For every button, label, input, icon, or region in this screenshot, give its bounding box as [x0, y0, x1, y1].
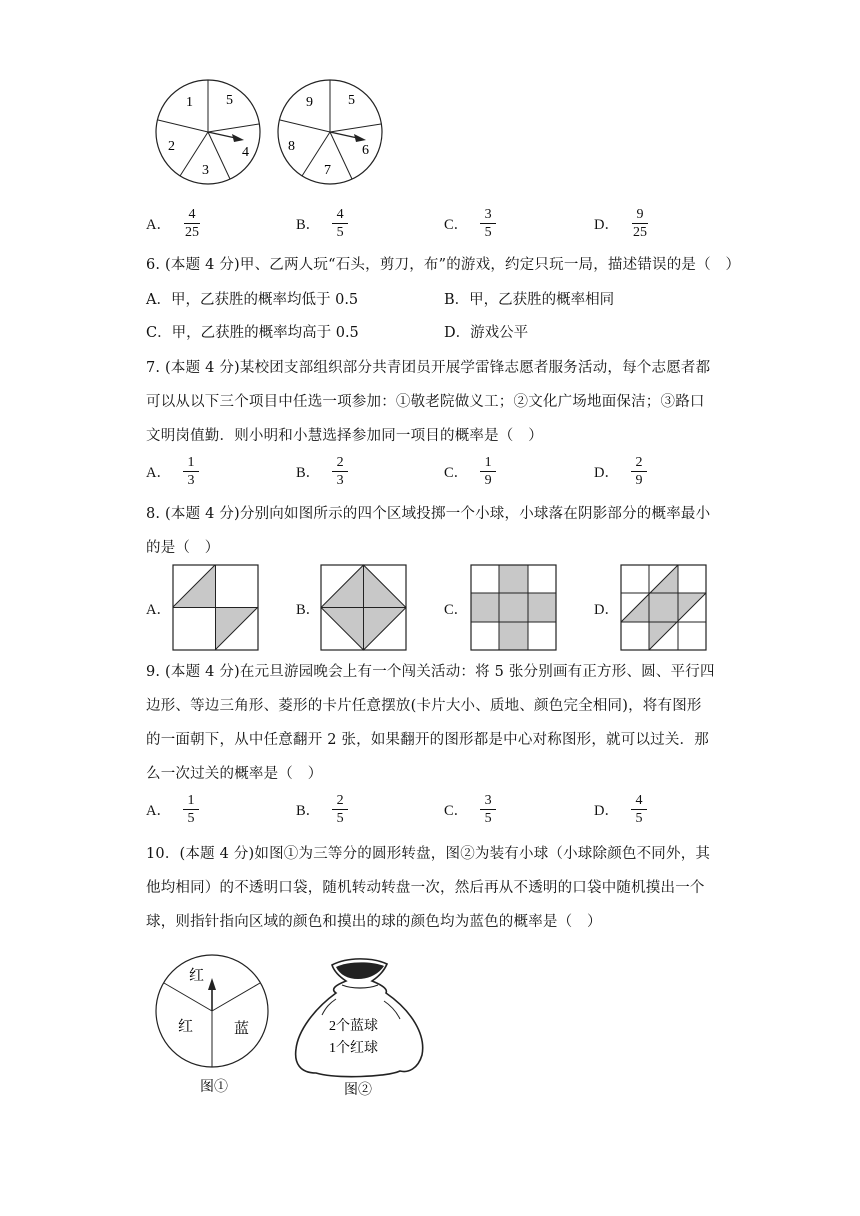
numerator: 4 — [184, 206, 200, 224]
spinner-2 — [278, 80, 382, 184]
q9-option-a[interactable] — [146, 792, 199, 827]
numerator: 3 — [480, 206, 496, 224]
denominator: 9 — [484, 473, 492, 488]
q10-bag-figure — [292, 955, 426, 1100]
fraction — [631, 454, 647, 489]
q5-option-d[interactable] — [594, 206, 649, 241]
fraction — [631, 206, 649, 241]
denominator: 5 — [635, 811, 643, 826]
option-text: 甲，乙获胜的概率均高于 0.5 — [171, 325, 359, 341]
option-label: B． — [296, 803, 321, 819]
spinner2-label: 8 — [288, 139, 295, 154]
q8-figure-d[interactable] — [620, 564, 708, 652]
spinner2-label: 6 — [362, 143, 369, 158]
q5-option-a[interactable] — [146, 206, 201, 241]
numerator: 1 — [183, 792, 199, 810]
spinner1-label: 5 — [226, 93, 233, 108]
option-label: A． — [146, 292, 171, 308]
option-label: A． — [146, 803, 171, 819]
fraction — [480, 454, 496, 489]
figure-caption: 图② — [344, 1083, 372, 1098]
spinner1-label: 3 — [202, 163, 209, 178]
q7-stem-line: 文明岗值勤．则小明和小慧选择参加同一项目的概率是（ ） — [146, 428, 543, 444]
q9-option-c[interactable] — [444, 792, 496, 827]
numerator: 4 — [332, 206, 348, 224]
q6-stem: 6. (本题 4 分)甲、乙两人玩“石头，剪刀，布”的游戏，约定只玩一局，描述错误的是（ ） — [146, 257, 741, 273]
option-label: D． — [444, 325, 471, 341]
numerator: 3 — [480, 792, 496, 810]
q8-option-a-label[interactable]: A． — [146, 602, 171, 618]
option-label: C． — [444, 465, 469, 481]
spinner1-label: 4 — [242, 145, 249, 160]
denominator: 5 — [187, 811, 195, 826]
q5-option-b[interactable] — [296, 206, 348, 241]
option-label: C． — [146, 325, 172, 341]
option-text: 游戏公平 — [470, 325, 529, 341]
spinner2-label: 5 — [348, 93, 355, 108]
denominator: 5 — [484, 225, 492, 240]
spinner2-label: 7 — [324, 163, 331, 178]
fraction — [332, 206, 348, 241]
figure-caption: 图① — [200, 1080, 228, 1095]
option-label: D． — [594, 803, 619, 819]
numerator: 2 — [631, 454, 647, 472]
option-label: A． — [146, 465, 171, 481]
option-label: B． — [444, 292, 470, 308]
option-label: A． — [146, 217, 171, 233]
denominator: 25 — [632, 225, 647, 240]
bag-line-1: 2个蓝球 — [329, 1019, 378, 1034]
q8-option-c-label[interactable]: C． — [444, 602, 469, 618]
q5-spinners-figure — [150, 76, 390, 191]
denominator: 5 — [336, 811, 344, 826]
spinner1-label: 1 — [186, 95, 193, 110]
option-label: C． — [444, 803, 469, 819]
option-label: D． — [594, 465, 619, 481]
q6-option-b[interactable] — [444, 288, 614, 309]
spinner1-label: 2 — [168, 139, 175, 154]
q9-stem-line: 9. (本题 4 分)在元旦游园晚会上有一个闯关活动：将 5 张分别画有正方形、圆、平行四 — [146, 664, 715, 680]
q9-stem-line: 的一面朝下，从中任意翻开 2 张，如果翻开的图形都是中心对称图形，就可以过关．那 — [146, 732, 709, 748]
option-text: 甲，乙获胜的概率均低于 0.5 — [170, 292, 359, 308]
q5-option-c[interactable] — [444, 206, 496, 241]
fraction — [332, 454, 348, 489]
q10-stem-line: 球，则指针指向区域的颜色和摸出的球的颜色均为蓝色的概率是（ ） — [146, 914, 602, 930]
q7-option-a[interactable] — [146, 454, 199, 489]
denominator: 5 — [484, 811, 492, 826]
sector-left-label: 红 — [178, 1019, 194, 1035]
sector-top-label: 红 — [189, 968, 205, 984]
denominator: 3 — [187, 473, 195, 488]
fraction — [183, 206, 201, 241]
q6-option-d[interactable] — [444, 321, 528, 342]
q10-stem-line: 他均相同）的不透明口袋，随机转动转盘一次，然后再从不透明的口袋中随机摸出一个 — [146, 880, 705, 896]
q8-figure-a[interactable] — [172, 564, 260, 652]
option-label: B． — [296, 465, 321, 481]
q8-stem-line: 8. (本题 4 分)分别向如图所示的四个区域投掷一个小球，小球落在阴影部分的概率最小 — [146, 506, 711, 522]
fraction — [183, 792, 199, 827]
q7-option-c[interactable] — [444, 454, 496, 489]
q9-stem-line: 边形、等边三角形、菱形的卡片任意摆放(卡片大小、质地、颜色完全相同)，将有图形 — [146, 698, 702, 714]
q8-figure-b[interactable] — [320, 564, 408, 652]
sector-right-label: 蓝 — [234, 1021, 250, 1037]
q7-stem-line: 7. (本题 4 分)某校团支部组织部分共青团员开展学雷锋志愿者服务活动，每个志愿者都 — [146, 360, 711, 376]
q9-option-d[interactable] — [594, 792, 647, 827]
q10-spinner-figure — [152, 948, 272, 1098]
numerator: 9 — [632, 206, 648, 224]
q8-stem-line: 的是（ ） — [146, 540, 220, 556]
q10-stem-line: 10．(本题 4 分)如图①为三等分的圆形转盘，图②为装有小球（小球除颜色不同外，其 — [146, 846, 711, 862]
spinner2-label: 9 — [306, 95, 313, 110]
numerator: 2 — [332, 454, 348, 472]
numerator: 1 — [480, 454, 496, 472]
numerator: 1 — [183, 454, 199, 472]
numerator: 4 — [631, 792, 647, 810]
q7-option-d[interactable] — [594, 454, 647, 489]
option-label: D． — [594, 217, 619, 233]
q8-figure-c[interactable] — [470, 564, 558, 652]
q9-option-b[interactable] — [296, 792, 348, 827]
q9-stem-line: 么一次过关的概率是（ ） — [146, 766, 323, 782]
q7-stem-line: 可以从以下三个项目中任选一项参加：①敬老院做义工；②文化广场地面保洁；③路口 — [146, 394, 705, 410]
q8-option-b-label[interactable]: B． — [296, 602, 321, 618]
option-label: C． — [444, 217, 469, 233]
fraction — [480, 792, 496, 827]
q6-option-c[interactable] — [146, 321, 359, 342]
option-label: B． — [296, 217, 321, 233]
q8-option-d-label[interactable]: D． — [594, 602, 619, 618]
option-text: 甲，乙获胜的概率相同 — [469, 292, 615, 308]
q6-option-a[interactable] — [146, 288, 358, 309]
fraction — [480, 206, 496, 241]
numerator: 2 — [332, 792, 348, 810]
fraction — [631, 792, 647, 827]
fraction — [332, 792, 348, 827]
q7-option-b[interactable] — [296, 454, 348, 489]
spinner-1 — [156, 80, 260, 184]
fraction — [183, 454, 199, 489]
denominator: 25 — [184, 225, 199, 240]
denominator: 5 — [336, 225, 344, 240]
bag-line-2: 1个红球 — [329, 1041, 378, 1056]
denominator: 3 — [336, 473, 344, 488]
denominator: 9 — [635, 473, 643, 488]
